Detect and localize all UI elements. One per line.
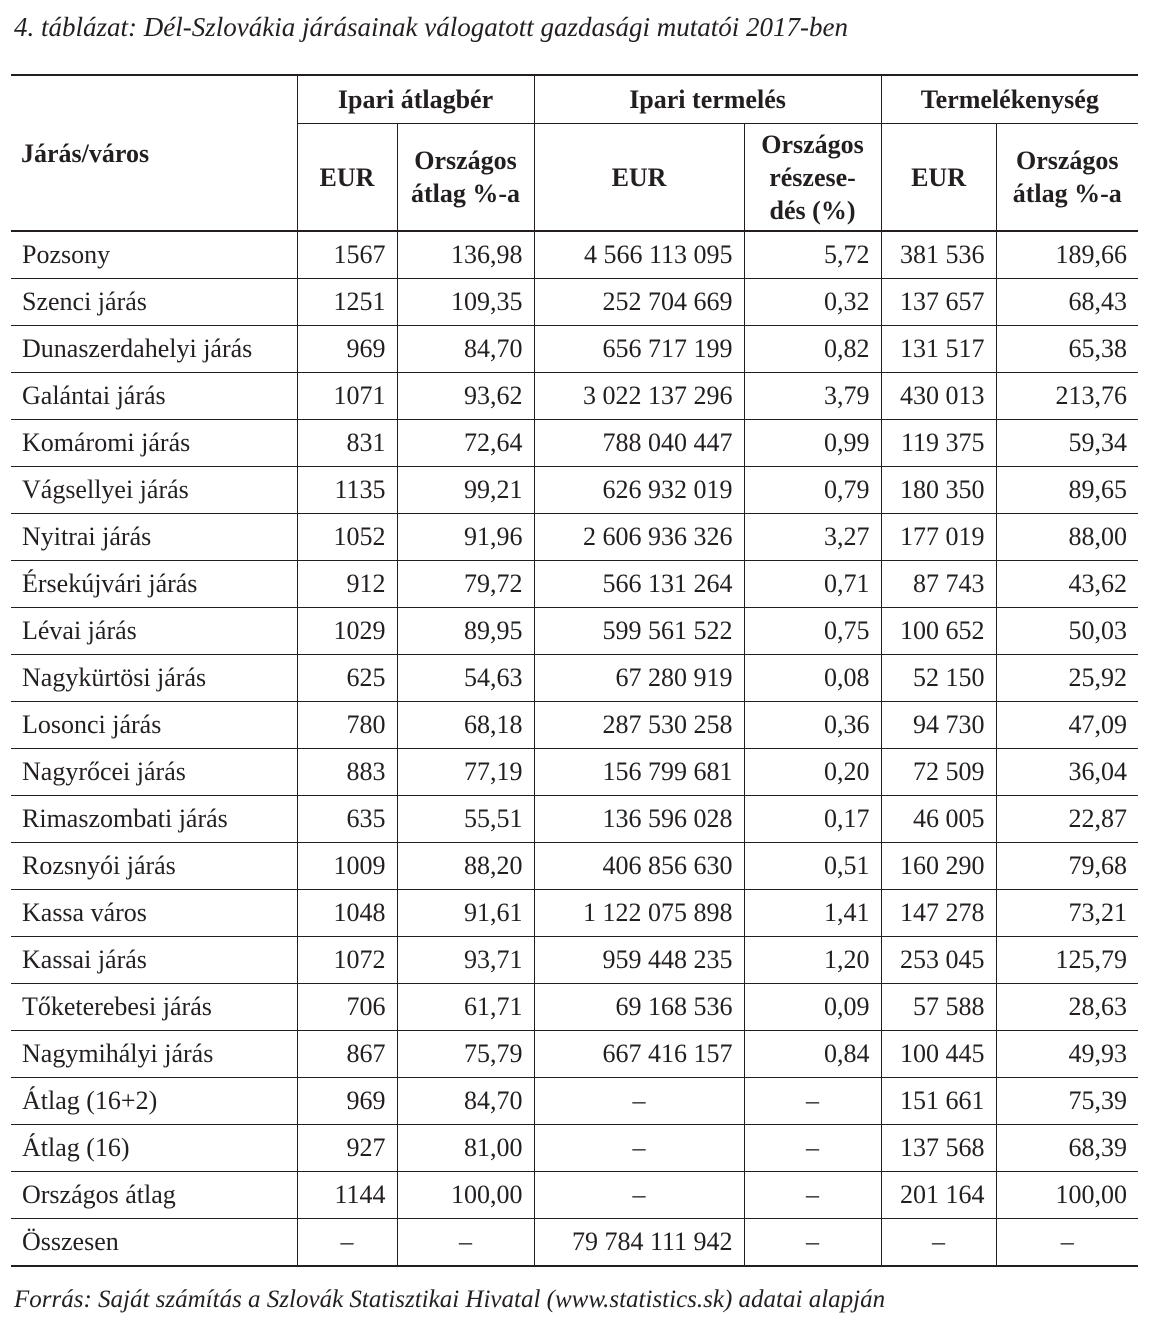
cell-district: Átlag (16+2) — [11, 1078, 297, 1125]
cell-production-share: – — [744, 1125, 881, 1172]
table-row — [11, 1031, 1138, 1078]
cell-wage-eur: 1135 — [297, 467, 397, 514]
cell-productivity-pct: 75,39 — [996, 1078, 1138, 1125]
cell-wage-eur: 1052 — [297, 514, 397, 561]
cell-productivity-pct: 50,03 — [996, 608, 1138, 655]
cell-wage-eur: 927 — [297, 1125, 397, 1172]
cell-wage-eur: 1072 — [297, 937, 397, 984]
table-row — [11, 1125, 1138, 1172]
cell-district: Országos átlag — [11, 1172, 297, 1219]
cell-production-eur: 959 448 235 — [534, 937, 744, 984]
cell-wage-pct: 84,70 — [397, 326, 534, 373]
header-district: Járás/város — [11, 75, 297, 231]
cell-production-eur: 67 280 919 — [534, 655, 744, 702]
cell-production-eur: 406 856 630 — [534, 843, 744, 890]
cell-productivity-eur: 180 350 — [881, 467, 996, 514]
cell-wage-eur: 780 — [297, 702, 397, 749]
cell-production-share: 0,82 — [744, 326, 881, 373]
cell-productivity-pct: 79,68 — [996, 843, 1138, 890]
cell-production-share: 1,41 — [744, 890, 881, 937]
cell-productivity-pct: 65,38 — [996, 326, 1138, 373]
header-productivity-pct-line2: átlag %-a — [1012, 179, 1122, 208]
cell-production-share: 0,84 — [744, 1031, 881, 1078]
cell-wage-pct: 89,95 — [397, 608, 534, 655]
cell-wage-pct: 54,63 — [397, 655, 534, 702]
cell-wage-pct: 93,71 — [397, 937, 534, 984]
cell-productivity-pct: 47,09 — [996, 702, 1138, 749]
table-row — [11, 561, 1138, 608]
cell-productivity-pct: 100,00 — [996, 1172, 1138, 1219]
cell-productivity-eur: – — [881, 1219, 996, 1267]
cell-production-share: 5,72 — [744, 231, 881, 279]
header-group-wage: Ipari átlagbér — [297, 75, 534, 124]
cell-production-eur: 79 784 111 942 — [534, 1219, 744, 1267]
cell-district: Nagykürtösi járás — [11, 655, 297, 702]
source-footnote: Forrás: Saját számítás a Szlovák Statisztikai Hivatal (www.statistics.sk) adatai alapján — [14, 1286, 886, 1313]
cell-production-share: 3,79 — [744, 373, 881, 420]
cell-production-eur: 2 606 936 326 — [534, 514, 744, 561]
cell-wage-pct: 61,71 — [397, 984, 534, 1031]
header-productivity-pct-line1: Országos — [1016, 146, 1119, 175]
cell-productivity-eur: 94 730 — [881, 702, 996, 749]
cell-productivity-eur: 137 568 — [881, 1125, 996, 1172]
table-row — [11, 1172, 1138, 1219]
cell-productivity-eur: 201 164 — [881, 1172, 996, 1219]
cell-production-share: 0,09 — [744, 984, 881, 1031]
cell-productivity-eur: 100 652 — [881, 608, 996, 655]
cell-wage-pct: 72,64 — [397, 420, 534, 467]
cell-wage-eur: 1071 — [297, 373, 397, 420]
cell-productivity-eur: 147 278 — [881, 890, 996, 937]
cell-production-eur: – — [534, 1078, 744, 1125]
cell-district: Összesen — [11, 1219, 297, 1267]
cell-productivity-eur: 137 657 — [881, 279, 996, 326]
cell-production-eur: 156 799 681 — [534, 749, 744, 796]
cell-wage-eur: 1029 — [297, 608, 397, 655]
table-row — [11, 326, 1138, 373]
cell-production-eur: – — [534, 1125, 744, 1172]
header-group-productivity: Termelékenység — [881, 75, 1138, 124]
cell-productivity-pct: 213,76 — [996, 373, 1138, 420]
cell-wage-eur: 1567 — [297, 231, 397, 279]
table-row — [11, 420, 1138, 467]
cell-productivity-eur: 381 536 — [881, 231, 996, 279]
cell-productivity-eur: 430 013 — [881, 373, 996, 420]
cell-district: Rimaszombati járás — [11, 796, 297, 843]
header-production-share-line3: dés (%) — [769, 195, 856, 225]
cell-wage-pct: 99,21 — [397, 467, 534, 514]
cell-wage-pct: 81,00 — [397, 1125, 534, 1172]
header-wage-pct — [397, 124, 534, 232]
header-productivity-eur: EUR — [881, 124, 996, 232]
cell-district: Kassa város — [11, 890, 297, 937]
table-row — [11, 937, 1138, 984]
cell-productivity-eur: 100 445 — [881, 1031, 996, 1078]
header-production-share — [744, 124, 881, 232]
cell-productivity-eur: 253 045 — [881, 937, 996, 984]
cell-productivity-pct: 59,34 — [996, 420, 1138, 467]
cell-wage-pct: 100,00 — [397, 1172, 534, 1219]
cell-district: Komáromi járás — [11, 420, 297, 467]
cell-production-eur: 69 168 536 — [534, 984, 744, 1031]
table-row — [11, 514, 1138, 561]
cell-production-share: 0,32 — [744, 279, 881, 326]
economic-indicators-table — [11, 74, 1138, 1267]
cell-district: Nagyrőcei járás — [11, 749, 297, 796]
table-row — [11, 231, 1138, 279]
cell-production-share: – — [744, 1172, 881, 1219]
cell-wage-eur: 867 — [297, 1031, 397, 1078]
table-row — [11, 655, 1138, 702]
cell-productivity-eur: 160 290 — [881, 843, 996, 890]
cell-production-eur: 4 566 113 095 — [534, 231, 744, 279]
cell-wage-eur: 883 — [297, 749, 397, 796]
cell-productivity-pct: 73,21 — [996, 890, 1138, 937]
cell-wage-pct: 136,98 — [397, 231, 534, 279]
header-production-share-line2: részese- — [769, 162, 856, 192]
cell-production-share: – — [744, 1219, 881, 1267]
table-caption: 4. táblázat: Dél-Szlovákia járásainak válogatott gazdasági mutatói 2017-ben — [14, 12, 848, 42]
cell-wage-pct: 93,62 — [397, 373, 534, 420]
table-row — [11, 749, 1138, 796]
cell-productivity-eur: 52 150 — [881, 655, 996, 702]
cell-production-eur: 626 932 019 — [534, 467, 744, 514]
cell-productivity-eur: 57 588 — [881, 984, 996, 1031]
cell-productivity-pct: 88,00 — [996, 514, 1138, 561]
cell-wage-eur: 1048 — [297, 890, 397, 937]
table-row — [11, 843, 1138, 890]
header-production-eur: EUR — [534, 124, 744, 232]
cell-wage-eur: 969 — [297, 326, 397, 373]
cell-district: Érsekújvári járás — [11, 561, 297, 608]
cell-production-eur: 599 561 522 — [534, 608, 744, 655]
cell-production-eur: 252 704 669 — [534, 279, 744, 326]
cell-productivity-pct: 28,63 — [996, 984, 1138, 1031]
cell-production-share: 0,75 — [744, 608, 881, 655]
table-row — [11, 279, 1138, 326]
cell-wage-pct: 77,19 — [397, 749, 534, 796]
cell-wage-eur: 912 — [297, 561, 397, 608]
cell-wage-eur: 1009 — [297, 843, 397, 890]
table-body — [11, 231, 1138, 1266]
cell-production-eur: 287 530 258 — [534, 702, 744, 749]
cell-production-share: 0,17 — [744, 796, 881, 843]
table-row — [11, 890, 1138, 937]
cell-productivity-pct: 49,93 — [996, 1031, 1138, 1078]
cell-production-eur: 136 596 028 — [534, 796, 744, 843]
cell-wage-pct: – — [397, 1219, 534, 1267]
cell-wage-pct: 55,51 — [397, 796, 534, 843]
table-row — [11, 796, 1138, 843]
cell-production-share: 1,20 — [744, 937, 881, 984]
cell-district: Pozsony — [11, 231, 297, 279]
cell-wage-pct: 88,20 — [397, 843, 534, 890]
cell-wage-eur: 831 — [297, 420, 397, 467]
header-group-production: Ipari termelés — [534, 75, 881, 124]
header-row-groups — [11, 75, 1138, 124]
cell-productivity-pct: 22,87 — [996, 796, 1138, 843]
cell-district: Nyitrai járás — [11, 514, 297, 561]
cell-wage-eur: 1251 — [297, 279, 397, 326]
cell-productivity-eur: 177 019 — [881, 514, 996, 561]
cell-productivity-eur: 131 517 — [881, 326, 996, 373]
cell-wage-eur: 1144 — [297, 1172, 397, 1219]
cell-production-eur: 656 717 199 — [534, 326, 744, 373]
header-wage-pct-line2: átlag %-a — [410, 179, 521, 208]
cell-district: Nagymihályi járás — [11, 1031, 297, 1078]
cell-district: Kassai járás — [11, 937, 297, 984]
header-wage-eur: EUR — [297, 124, 397, 232]
cell-wage-eur: 625 — [297, 655, 397, 702]
cell-production-share: – — [744, 1078, 881, 1125]
cell-production-share: 0,36 — [744, 702, 881, 749]
header-production-share-line1: Országos — [761, 129, 864, 159]
cell-production-eur: 1 122 075 898 — [534, 890, 744, 937]
table-row — [11, 467, 1138, 514]
cell-productivity-pct: 25,92 — [996, 655, 1138, 702]
cell-wage-eur: 635 — [297, 796, 397, 843]
cell-wage-eur: – — [297, 1219, 397, 1267]
cell-wage-pct: 84,70 — [397, 1078, 534, 1125]
cell-productivity-pct: 68,39 — [996, 1125, 1138, 1172]
header-productivity-pct — [996, 124, 1138, 232]
table-row — [11, 1219, 1138, 1267]
cell-productivity-pct: 89,65 — [996, 467, 1138, 514]
table-row — [11, 984, 1138, 1031]
cell-district: Tőketerebesi járás — [11, 984, 297, 1031]
cell-production-eur: 788 040 447 — [534, 420, 744, 467]
cell-district: Rozsnyói járás — [11, 843, 297, 890]
cell-production-eur: 667 416 157 — [534, 1031, 744, 1078]
cell-productivity-pct: 189,66 — [996, 231, 1138, 279]
cell-production-eur: 3 022 137 296 — [534, 373, 744, 420]
header-wage-pct-line1: Országos — [414, 146, 517, 175]
table-row — [11, 1078, 1138, 1125]
cell-wage-eur: 706 — [297, 984, 397, 1031]
cell-district: Galántai járás — [11, 373, 297, 420]
cell-productivity-pct: 43,62 — [996, 561, 1138, 608]
cell-productivity-pct: 36,04 — [996, 749, 1138, 796]
cell-production-share: 3,27 — [744, 514, 881, 561]
cell-production-share: 0,79 — [744, 467, 881, 514]
cell-productivity-pct: 68,43 — [996, 279, 1138, 326]
cell-wage-pct: 75,79 — [397, 1031, 534, 1078]
cell-productivity-eur: 46 005 — [881, 796, 996, 843]
cell-productivity-eur: 72 509 — [881, 749, 996, 796]
cell-wage-pct: 79,72 — [397, 561, 534, 608]
cell-wage-pct: 109,35 — [397, 279, 534, 326]
cell-production-share: 0,20 — [744, 749, 881, 796]
cell-productivity-pct: – — [996, 1219, 1138, 1267]
cell-district: Szenci járás — [11, 279, 297, 326]
cell-production-eur: – — [534, 1172, 744, 1219]
cell-district: Dunaszerdahelyi járás — [11, 326, 297, 373]
cell-district: Losonci járás — [11, 702, 297, 749]
cell-wage-pct: 91,96 — [397, 514, 534, 561]
cell-district: Átlag (16) — [11, 1125, 297, 1172]
cell-district: Vágsellyei járás — [11, 467, 297, 514]
table-row — [11, 608, 1138, 655]
cell-production-share: 0,08 — [744, 655, 881, 702]
cell-productivity-eur: 119 375 — [881, 420, 996, 467]
cell-production-share: 0,51 — [744, 843, 881, 890]
table-row — [11, 702, 1138, 749]
cell-wage-pct: 91,61 — [397, 890, 534, 937]
cell-district: Lévai járás — [11, 608, 297, 655]
table-row — [11, 373, 1138, 420]
cell-wage-pct: 68,18 — [397, 702, 534, 749]
cell-productivity-pct: 125,79 — [996, 937, 1138, 984]
cell-productivity-eur: 87 743 — [881, 561, 996, 608]
cell-wage-eur: 969 — [297, 1078, 397, 1125]
cell-production-eur: 566 131 264 — [534, 561, 744, 608]
cell-productivity-eur: 151 661 — [881, 1078, 996, 1125]
cell-production-share: 0,99 — [744, 420, 881, 467]
cell-production-share: 0,71 — [744, 561, 881, 608]
